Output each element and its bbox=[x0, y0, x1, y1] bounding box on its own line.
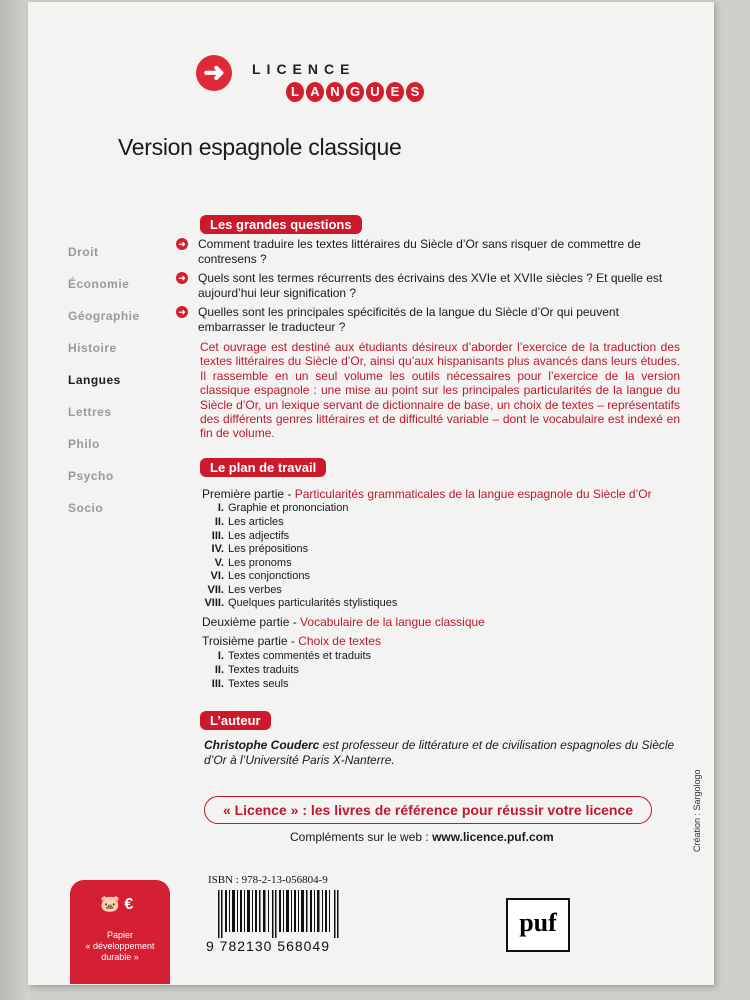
part-title: Particularités grammaticales de la langue espagnole du Siècle d’Or bbox=[294, 487, 652, 501]
eco-text-line: durable » bbox=[101, 952, 139, 962]
chapter-title: Les verbes bbox=[228, 584, 282, 596]
chapter-item bbox=[200, 650, 371, 662]
logo-letter: U bbox=[366, 82, 384, 102]
sidebar-item-langues: Langues bbox=[68, 373, 121, 387]
question-text: Quelles sont les principales spécificités de la langue du Siècle d’Or qui peuvent embarrasser le traducteur ? bbox=[198, 305, 619, 334]
logo-letter: L bbox=[286, 82, 304, 102]
chapter-number: VI. bbox=[210, 570, 224, 582]
chapter-title: Textes traduits bbox=[228, 664, 299, 676]
arrow-bullet-icon: ➜ bbox=[176, 238, 188, 250]
author-name: Christophe Couderc bbox=[204, 738, 320, 752]
chapter-title: Textes commentés et traduits bbox=[228, 650, 372, 662]
sidebar-item-droit: Droit bbox=[68, 245, 99, 259]
arrow-right-icon: ➜ bbox=[196, 55, 232, 91]
puf-logo: puf bbox=[506, 898, 570, 952]
sidebar-item-geographie: Géographie bbox=[68, 309, 140, 323]
design-credit: Création : Sargologo bbox=[692, 769, 702, 852]
author-bio-text: est professeur de littérature et de civilisation espagnoles du Siècle d’Or à l’Université Paris X-Nanterre. bbox=[204, 738, 675, 767]
part-label: Troisième partie bbox=[202, 634, 288, 648]
chapter-title: Les articles bbox=[228, 516, 284, 528]
isbn: ISBN : 978-2-13-056804-9 bbox=[208, 874, 328, 886]
chapter-number: III. bbox=[211, 678, 224, 690]
plan-part-3: Troisième partie - Choix de textes bbox=[202, 634, 381, 648]
eco-text-line: Papier bbox=[106, 930, 133, 940]
chapter-number: IV. bbox=[211, 543, 224, 555]
section-tag-author: L’auteur bbox=[200, 711, 271, 730]
sidebar-item-histoire: Histoire bbox=[68, 341, 117, 355]
chapter-number: VIII. bbox=[204, 597, 224, 609]
chapter-number: V. bbox=[214, 557, 224, 569]
book-description: Cet ouvrage est destiné aux étudiants désireux d’aborder l’exercice de la traduction des textes littéraires du Siècle d’Or, ainsi qu’aux hispanisants plus avancés dans leurs études. Il rassemble en un seul volume les outils nécessaires pour l’exercice de la version classique espagnole : une mise au point sur les principales particularités de la langue du Siècle d’Or, un lexique servant de dictionnaire de base, un choix de textes – représentatifs des différents genres littéraires et de difficulté variable – dont le vocabulaire est indexé en fin de volume. bbox=[200, 340, 680, 441]
euro-symbol: € bbox=[124, 896, 134, 913]
chapter-title: Quelques particularités stylistiques bbox=[228, 597, 398, 609]
logo-letter: A bbox=[306, 82, 324, 102]
chapter-item bbox=[200, 516, 284, 528]
chapter-number: VII. bbox=[207, 584, 224, 596]
part-label: Deuxième partie bbox=[202, 615, 290, 629]
book-edge bbox=[0, 0, 30, 1000]
question-text: Quels sont les termes récurrents des écrivains des XVIe et XVIIe siècles ? Et quelle est aujourd’hui leur signification ? bbox=[198, 271, 663, 300]
section-tag-questions: Les grandes questions bbox=[200, 215, 362, 234]
sidebar-item-lettres: Lettres bbox=[68, 405, 112, 419]
part-title: Choix de textes bbox=[298, 634, 381, 648]
chapter-title: Les conjonctions bbox=[228, 570, 310, 582]
chapter-title: Textes seuls bbox=[228, 678, 289, 690]
logo-letter: N bbox=[326, 82, 344, 102]
question-item bbox=[176, 271, 676, 301]
chapter-title: Graphie et prononciation bbox=[228, 502, 349, 514]
plan-part-2: Deuxième partie - Vocabulaire de la langue classique bbox=[202, 615, 485, 629]
barcode bbox=[218, 890, 340, 938]
piggy-euro-icon: 🐷 € bbox=[100, 896, 134, 913]
web-complements bbox=[290, 830, 554, 844]
eco-paper-badge bbox=[70, 880, 170, 984]
barcode-number: 9 782130 568049 bbox=[206, 938, 330, 954]
sidebar-item-economie: Économie bbox=[68, 277, 130, 291]
discipline-sidebar bbox=[68, 245, 140, 533]
sidebar-item-socio: Socio bbox=[68, 501, 104, 515]
chapter-item bbox=[200, 664, 299, 676]
question-text: Comment traduire les textes littéraires du Siècle d’Or sans risquer de commettre de contresens ? bbox=[198, 237, 641, 266]
question-item bbox=[176, 237, 676, 267]
chapter-number: III. bbox=[211, 530, 224, 542]
chapter-title: Les prépositions bbox=[228, 543, 309, 555]
section-tag-plan: Le plan de travail bbox=[200, 458, 326, 477]
part-label: Première partie bbox=[202, 487, 285, 501]
chapter-item bbox=[200, 557, 292, 569]
eco-text bbox=[70, 930, 170, 963]
plan-part-1: Première partie - Particularités grammaticales de la langue espagnole du Siècle d’Or bbox=[202, 487, 652, 501]
chapter-number: II. bbox=[214, 516, 224, 528]
web-url: www.licence.puf.com bbox=[432, 830, 554, 844]
chapter-number: I. bbox=[217, 502, 224, 514]
web-prefix: Compléments sur le web : bbox=[290, 830, 433, 844]
chapter-item bbox=[200, 570, 310, 582]
chapter-item bbox=[200, 530, 289, 542]
logo-letter: E bbox=[386, 82, 404, 102]
logo-licence-text: LICENCE bbox=[252, 61, 356, 77]
book-title: Version espagnole classique bbox=[118, 134, 402, 160]
question-item bbox=[176, 305, 676, 335]
chapter-number: II. bbox=[214, 664, 224, 676]
sidebar-item-philo: Philo bbox=[68, 437, 100, 451]
logo-letter: G bbox=[346, 82, 364, 102]
part-title: Vocabulaire de la langue classique bbox=[300, 615, 485, 629]
eco-text-line: « développement bbox=[85, 941, 155, 951]
chapter-number: I. bbox=[217, 650, 224, 662]
arrow-bullet-icon: ➜ bbox=[176, 306, 188, 318]
chapter-item bbox=[200, 543, 308, 555]
logo-langues-text bbox=[286, 82, 424, 102]
chapter-title: Les pronoms bbox=[228, 557, 292, 569]
chapter-item bbox=[200, 597, 397, 609]
book-back-cover bbox=[28, 2, 714, 985]
chapter-title: Les adjectifs bbox=[228, 530, 290, 542]
licence-banner: « Licence » : les livres de référence pour réussir votre licence bbox=[204, 796, 652, 824]
sidebar-item-psycho: Psycho bbox=[68, 469, 114, 483]
logo-letter: S bbox=[406, 82, 424, 102]
chapter-item bbox=[200, 584, 282, 596]
arrow-bullet-icon: ➜ bbox=[176, 272, 188, 284]
chapter-item bbox=[200, 502, 348, 514]
author-bio bbox=[204, 738, 680, 768]
chapter-item bbox=[200, 678, 289, 690]
